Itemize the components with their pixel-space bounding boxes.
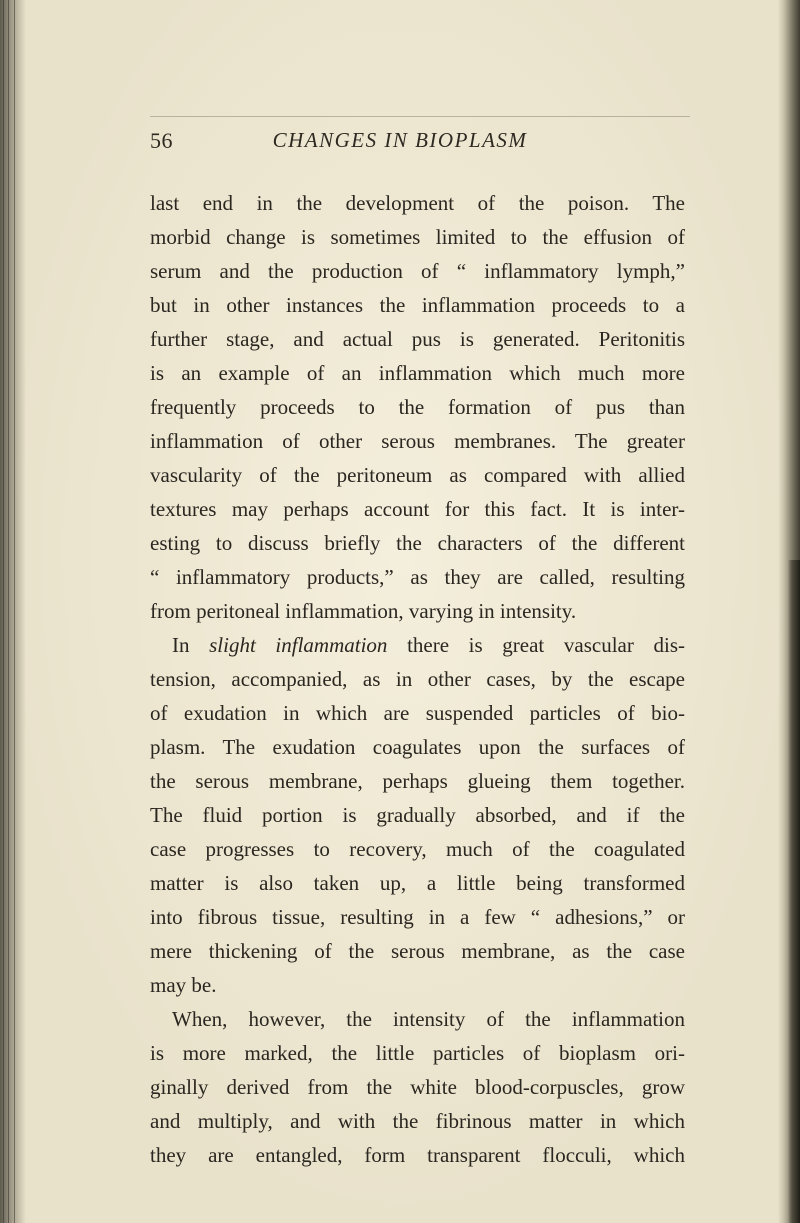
- text-line: last end in the development of the poison. The: [150, 191, 685, 215]
- left-edge-line: [8, 0, 9, 1223]
- text-line: into fibrous tissue, resulting in a few “ adhesions,” or: [150, 905, 685, 929]
- text-line: The fluid portion is gradually absorbed, and if the: [150, 803, 685, 827]
- text-span: In: [172, 633, 210, 657]
- text-line: matter is also taken up, a little being transformed: [150, 871, 685, 895]
- left-edge-line: [14, 0, 15, 1223]
- text-line: serum and the production of “ inflammatory lymph,”: [150, 259, 685, 283]
- text-line: mere thickening of the serous membrane, as the case: [150, 939, 685, 963]
- right-page-edge-dark: [788, 560, 800, 1223]
- text-line: “ inflammatory products,” as they are called, resulting: [150, 565, 685, 589]
- running-title: CHANGES IN BIOPLASM: [272, 128, 528, 152]
- text-line: and multiply, and with the fibrinous matter in which: [150, 1109, 685, 1133]
- text-line: morbid change is sometimes limited to the effusion of: [150, 225, 685, 249]
- text-line: the serous membrane, perhaps glueing them together.: [150, 769, 685, 793]
- paragraph-opening-line: [150, 628, 685, 662]
- text-line: case progresses to recovery, much of the coagulated: [150, 837, 685, 861]
- text-line: from peritoneal inflammation, varying in intensity.: [150, 599, 577, 623]
- left-edge-line: [3, 0, 4, 1223]
- text-line: inflammation of other serous membranes. The greater: [150, 429, 685, 453]
- text-line: vascularity of the peritoneum as compared with allied: [150, 463, 685, 487]
- text-line: but in other instances the inflammation proceeds to a: [150, 293, 685, 317]
- text-line: of exudation in which are suspended particles of bio-: [150, 701, 685, 725]
- text-line: textures may perhaps account for this fact. It is inter-: [150, 497, 685, 521]
- text-line: ginally derived from the white blood-corpuscles, grow: [150, 1075, 685, 1099]
- text-span: there is great vascular dis-: [387, 633, 685, 657]
- running-head: [0, 128, 800, 168]
- text-line: is an example of an inflammation which much more: [150, 361, 685, 385]
- text-line: When, however, the intensity of the inflammation: [172, 1007, 685, 1031]
- italic-term: slight inflammation: [209, 633, 388, 657]
- text-line: further stage, and actual pus is generated. Peritonitis: [150, 327, 685, 351]
- text-line: plasm. The exudation coagulates upon the surfaces of: [150, 735, 685, 759]
- text-line: they are entangled, form transparent flocculi, which: [150, 1143, 685, 1167]
- text-line: tension, accompanied, as in other cases, by the escape: [150, 667, 685, 691]
- top-edge-crease: [150, 116, 690, 117]
- text-line: may be.: [150, 973, 217, 997]
- text-line: esting to discuss briefly the characters of the different: [150, 531, 685, 555]
- text-line: is more marked, the little particles of bioplasm ori-: [150, 1041, 685, 1065]
- page-number: 56: [150, 128, 173, 153]
- text-line: frequently proceeds to the formation of pus than: [150, 395, 685, 419]
- body-text: [150, 186, 685, 1172]
